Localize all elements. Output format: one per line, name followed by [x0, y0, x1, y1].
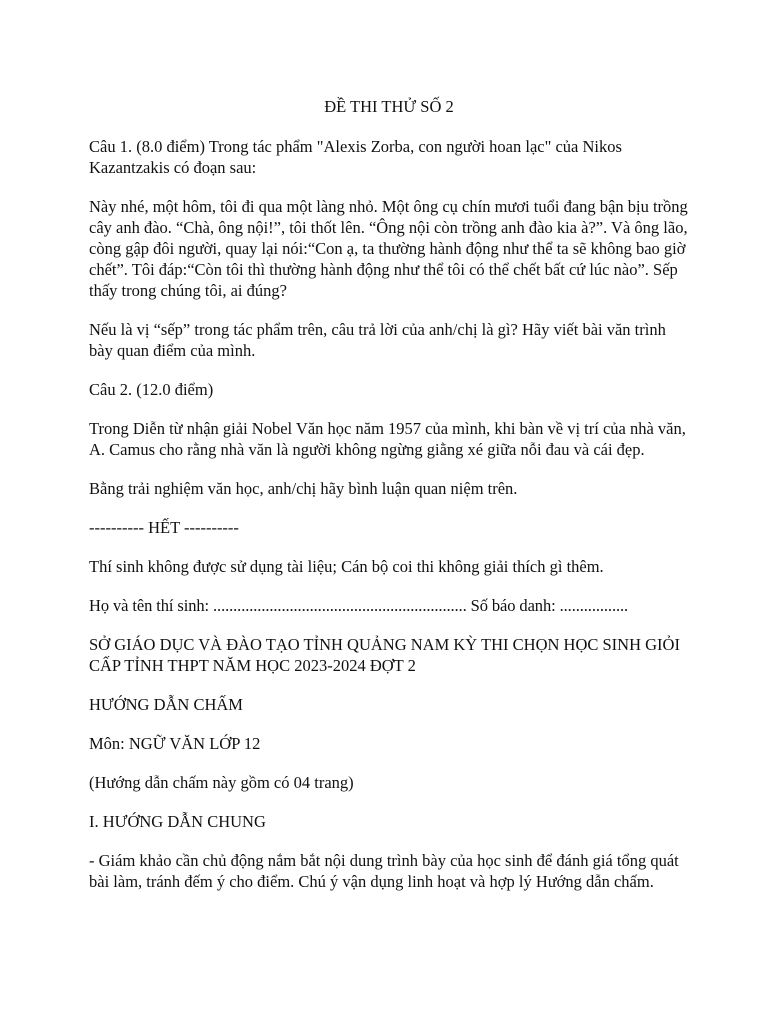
candidate-info-line: Họ và tên thí sinh: ............................................................... Số báo danh: .................	[89, 596, 629, 615]
exam-notice: Thí sinh không được sử dụng tài liệu; Cán bộ coi thi không giải thích gì thêm.	[89, 557, 604, 576]
section-1-heading: I. HƯỚNG DẪN CHUNG	[89, 812, 266, 831]
grading-guide-header: SỞ GIÁO DỤC VÀ ĐÀO TẠO TỈNH QUẢNG NAM KỲ THI CHỌN HỌC SINH GIỎI CẤP TỈNH THPT NĂM HỌC 2023-2024 ĐỢT 2	[89, 635, 680, 675]
subject-line: Môn: NGỮ VĂN LỚP 12	[89, 734, 261, 753]
question-1-task: Nếu là vị “sếp” trong tác phẩm trên, câu trả lời của anh/chị là gì? Hãy viết bài văn trình bày quan điểm của mình.	[89, 320, 666, 360]
guide-point-1: - Giám khảo cần chủ động nắm bắt nội dung trình bày của học sinh để đánh giá tổng quát bài làm, tránh đếm ý cho điểm. Chú ý vận dụng linh hoạt và hợp lý Hướng dẫn chấm.	[89, 851, 679, 891]
grading-guide-title: HƯỚNG DẪN CHẤM	[89, 695, 243, 714]
question-1-excerpt: Này nhé, một hôm, tôi đi qua một làng nhỏ. Một ông cụ chín mươi tuổi đang bận bịu trồng cây anh đào. “Chà, ông nội!”, tôi thốt lên. “Ông nội còn trồng anh đào kia à?”. Và ông lão, còng gập đôi người, quay lại nói:“Con ạ, ta thường hành động như thể ta sẽ không bao giờ chết”. Tôi đáp:“Còn tôi thì thường hành động như thể tôi có thể chết bất cứ lúc nào”. Sếp thấy trong chúng tôi, ai đúng?	[89, 197, 688, 300]
end-marker: ---------- HẾT ----------	[89, 518, 239, 537]
question-1-intro: Câu 1. (8.0 điểm) Trong tác phẩm "Alexis Zorba, con người hoan lạc" của Nikos Kazantzakis có đoạn sau:	[89, 137, 622, 177]
page-count-note: (Hướng dẫn chấm này gồm có 04 trang)	[89, 773, 354, 792]
exam-title: ĐỀ THI THỬ SỐ 2	[324, 97, 454, 116]
document-page	[89, 96, 689, 910]
question-2-heading: Câu 2. (12.0 điểm)	[89, 380, 214, 399]
question-2-quote: Trong Diễn từ nhận giải Nobel Văn học năm 1957 của mình, khi bàn về vị trí của nhà văn, A. Camus cho rằng nhà văn là người không ngừng giằng xé giữa nỗi đau và cái đẹp.	[89, 419, 686, 459]
question-2-task: Bằng trải nghiệm văn học, anh/chị hãy bình luận quan niệm trên.	[89, 479, 518, 498]
